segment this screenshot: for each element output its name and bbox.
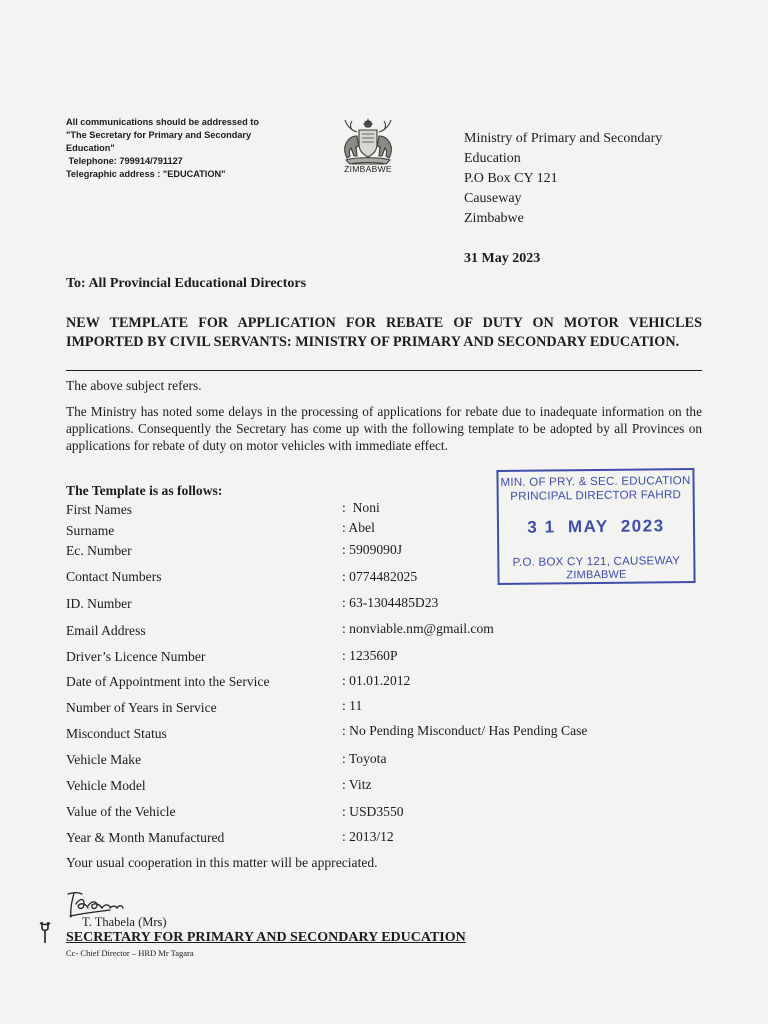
pin-mark-icon [38, 920, 52, 944]
template-value: : 11 [342, 698, 363, 713]
communications-line: Telephone: 799914/791127 [66, 156, 183, 166]
template-value: : No Pending Misconduct/ Has Pending Case [342, 723, 588, 738]
communications-line: "The Secretary for Primary and Secondary [66, 130, 252, 140]
address-line: Zimbabwe [464, 211, 524, 226]
template-label: Surname [66, 523, 115, 538]
recipient-line: To: All Provincial Educational Directors [66, 276, 307, 291]
template-value: : Vitz [342, 777, 372, 792]
signatory-title: SECRETARY FOR PRIMARY AND SECONDARY EDUCATION [66, 930, 466, 945]
official-stamp [496, 468, 695, 585]
template-value: : Abel [342, 520, 375, 535]
template-label: Contact Numbers [66, 569, 162, 584]
subject-underline [66, 370, 702, 371]
stamp-line: MIN. OF PRY. & SEC. EDUCATION [500, 474, 691, 489]
template-value: : 63-1304485D23 [342, 595, 439, 610]
template-label: Email Address [66, 623, 146, 638]
template-value: : 5909090J [342, 542, 403, 557]
template-label: First Names [66, 502, 133, 517]
template-label: Driver’s Licence Number [66, 649, 206, 664]
communications-block [66, 116, 259, 181]
template-heading: The Template is as follows: [66, 483, 223, 498]
paragraph-main: The Ministry has noted some delays in the processing of applications for rebate due to inadequate information on the applications. Consequently the Secretary has come up with the following template to be adopted by all Provinces on applications for rebate of duty on motor vehicles with immediate effect. [66, 404, 702, 453]
ministry-address [464, 129, 662, 229]
letter-date: 31 May 2023 [464, 251, 541, 266]
communications-line: Telegraphic address : "EDUCATION" [66, 169, 226, 179]
template-label: Year & Month Manufactured [66, 830, 225, 845]
template-label: Misconduct Status [66, 726, 167, 741]
subject-heading: NEW TEMPLATE FOR APPLICATION FOR REBATE OF DUTY ON MOTOR VEHICLES IMPORTED BY CIVIL SERVANTS: MINISTRY OF PRIMARY AND SECONDARY EDUCATION. [66, 315, 702, 350]
template-value: : Toyota [342, 751, 387, 766]
signatory-name: T. Thabela (Mrs) [82, 915, 167, 929]
stamp-line: P.O. BOX CY 121, CAUSEWAY [512, 554, 681, 569]
template-label: Date of Appointment into the Service [66, 674, 270, 689]
paragraph-intro: The above subject refers. [66, 378, 202, 393]
template-label: Value of the Vehicle [66, 804, 176, 819]
template-label: Vehicle Model [66, 778, 146, 793]
stamp-date: 3 1 MAY 2023 [527, 516, 665, 537]
template-value: : USD3550 [342, 804, 404, 819]
communications-line: All communications should be addressed to [66, 117, 259, 127]
template-value: : 123560P [342, 648, 398, 663]
address-line: Ministry of Primary and Secondary [464, 131, 663, 146]
template-label: Vehicle Make [66, 752, 142, 767]
template-value: : 0774482025 [342, 569, 418, 584]
template-value: : nonviable.nm@gmail.com [342, 621, 494, 636]
cc-line: Cc- Chief Director – HRD Mr Tagara [66, 948, 194, 958]
address-line: Education [464, 151, 521, 166]
communications-line: Education" [66, 143, 115, 153]
template-value: : 2013/12 [342, 829, 394, 844]
address-line: Causeway [464, 191, 522, 206]
closing-line: Your usual cooperation in this matter will be appreciated. [66, 855, 378, 870]
template-label: Ec. Number [66, 543, 132, 558]
stamp-line: PRINCIPAL DIRECTOR FAHRD [510, 488, 682, 503]
template-value: : 01.01.2012 [342, 673, 411, 688]
address-line: P.O Box CY 121 [464, 171, 558, 186]
stamp-line: ZIMBABWE [566, 568, 627, 582]
template-value: : Noni [342, 500, 380, 515]
template-label: Number of Years in Service [66, 700, 217, 715]
template-label: ID. Number [66, 596, 132, 611]
coat-of-arms-label: ZIMBABWE [344, 164, 392, 174]
